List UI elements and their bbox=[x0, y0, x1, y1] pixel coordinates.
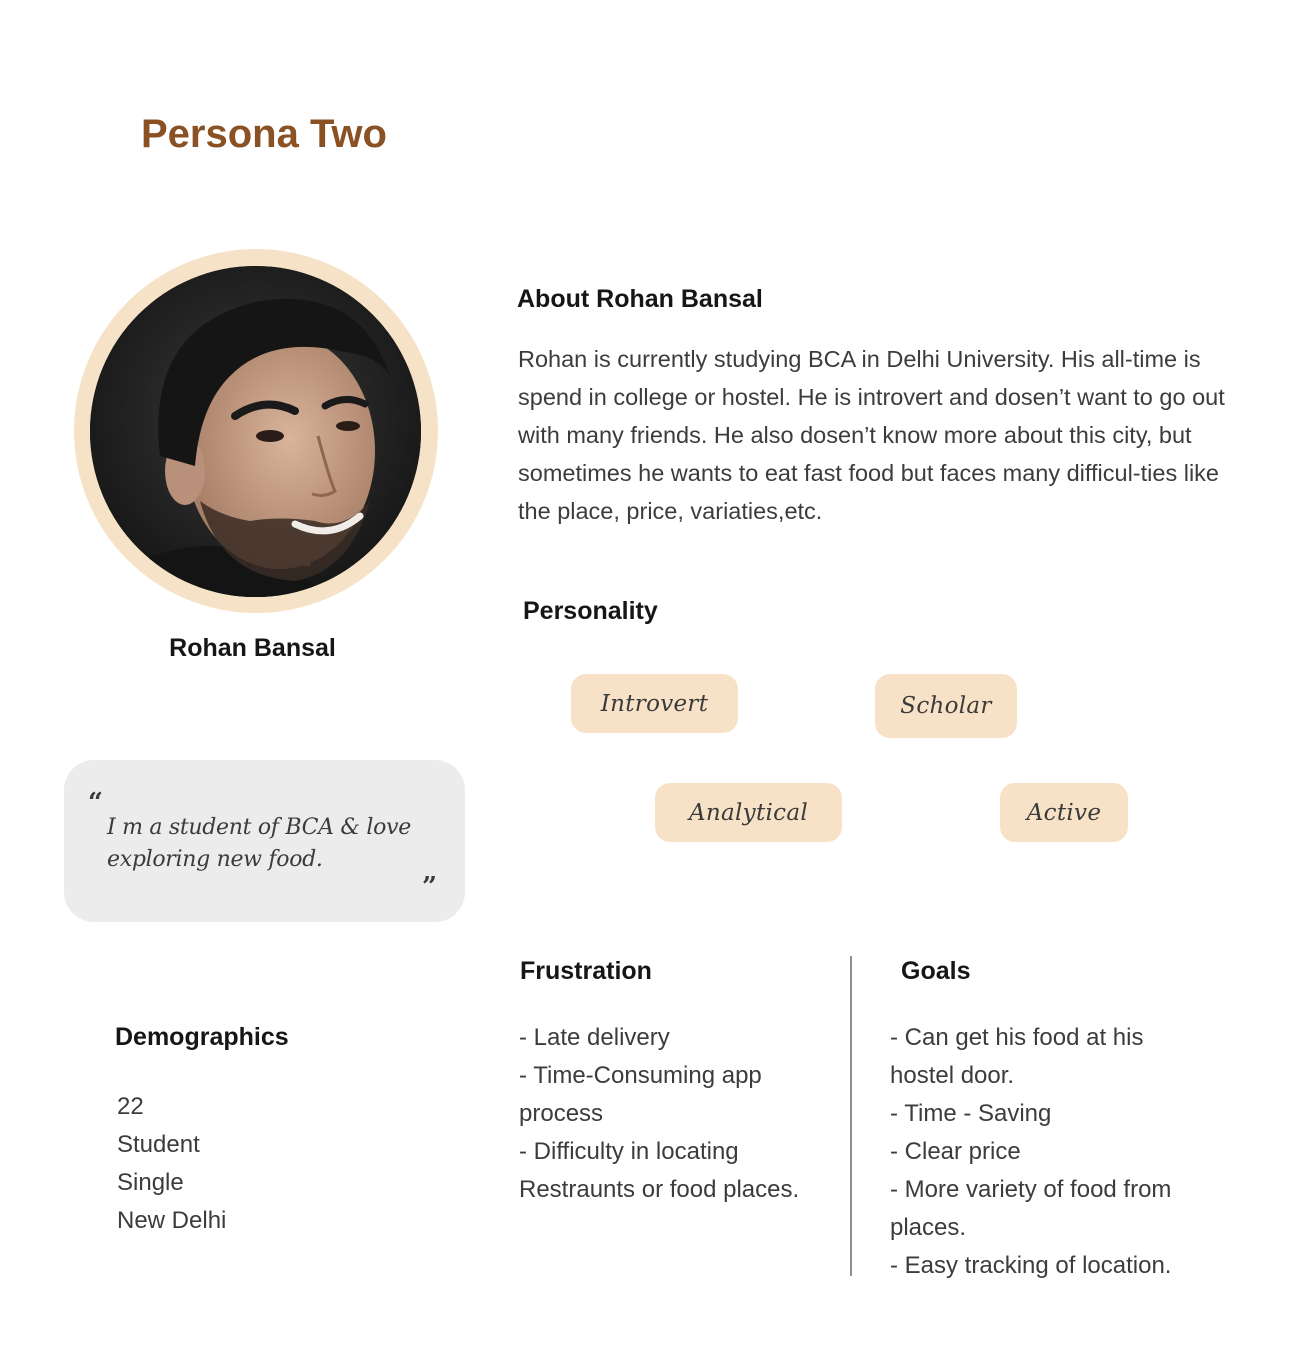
frustration-list bbox=[519, 1019, 839, 1209]
frustration-heading: Frustration bbox=[520, 957, 652, 985]
goals-list bbox=[890, 1019, 1210, 1285]
personality-tag-analytical: Analytical bbox=[655, 783, 842, 842]
avatar-portrait-image bbox=[90, 266, 421, 597]
quote-open-mark: “ bbox=[88, 788, 103, 818]
demographics-list bbox=[117, 1088, 377, 1240]
about-heading: About Rohan Bansal bbox=[517, 285, 763, 313]
persona-name: Rohan Bansal bbox=[169, 634, 336, 662]
list-item: - Time - Saving bbox=[890, 1100, 1052, 1127]
quote-text: I m a student of BCA & love exploring new food. bbox=[107, 815, 411, 872]
list-item: - More variety of food from places. bbox=[890, 1176, 1172, 1241]
demographic-age: 22 bbox=[117, 1093, 144, 1120]
list-item: - Can get his food at his hostel door. bbox=[890, 1024, 1144, 1089]
column-divider bbox=[850, 956, 852, 1276]
personality-heading: Personality bbox=[523, 597, 658, 625]
demographics-heading: Demographics bbox=[115, 1023, 289, 1051]
demographic-status: Single bbox=[117, 1169, 184, 1196]
avatar bbox=[90, 266, 421, 597]
list-item: - Time-Consuming app process bbox=[519, 1062, 762, 1127]
list-item: - Difficulty in locating Restraunts or food places. bbox=[519, 1138, 800, 1203]
personality-tag-active: Active bbox=[1000, 783, 1128, 842]
page-title: Persona Two bbox=[141, 112, 387, 156]
about-text: Rohan is currently studying BCA in Delhi University. His all-time is spend in college or hostel. He is introvert and dosen’t want to go out with many friends. He also dosen’t know more about this city, but sometimes he wants to eat fast food but faces many difficul-ties like the place, price, variaties,etc. bbox=[518, 346, 1225, 524]
demographic-location: New Delhi bbox=[117, 1207, 227, 1234]
demographic-occupation: Student bbox=[117, 1131, 200, 1158]
personality-tag-scholar: Scholar bbox=[875, 674, 1017, 738]
quote-close-mark: ” bbox=[422, 872, 437, 902]
list-item: - Easy tracking of location. bbox=[890, 1252, 1172, 1279]
list-item: - Clear price bbox=[890, 1138, 1021, 1165]
list-item: - Late delivery bbox=[519, 1024, 670, 1051]
personality-tag-introvert: Introvert bbox=[571, 674, 738, 733]
goals-heading: Goals bbox=[901, 957, 971, 985]
